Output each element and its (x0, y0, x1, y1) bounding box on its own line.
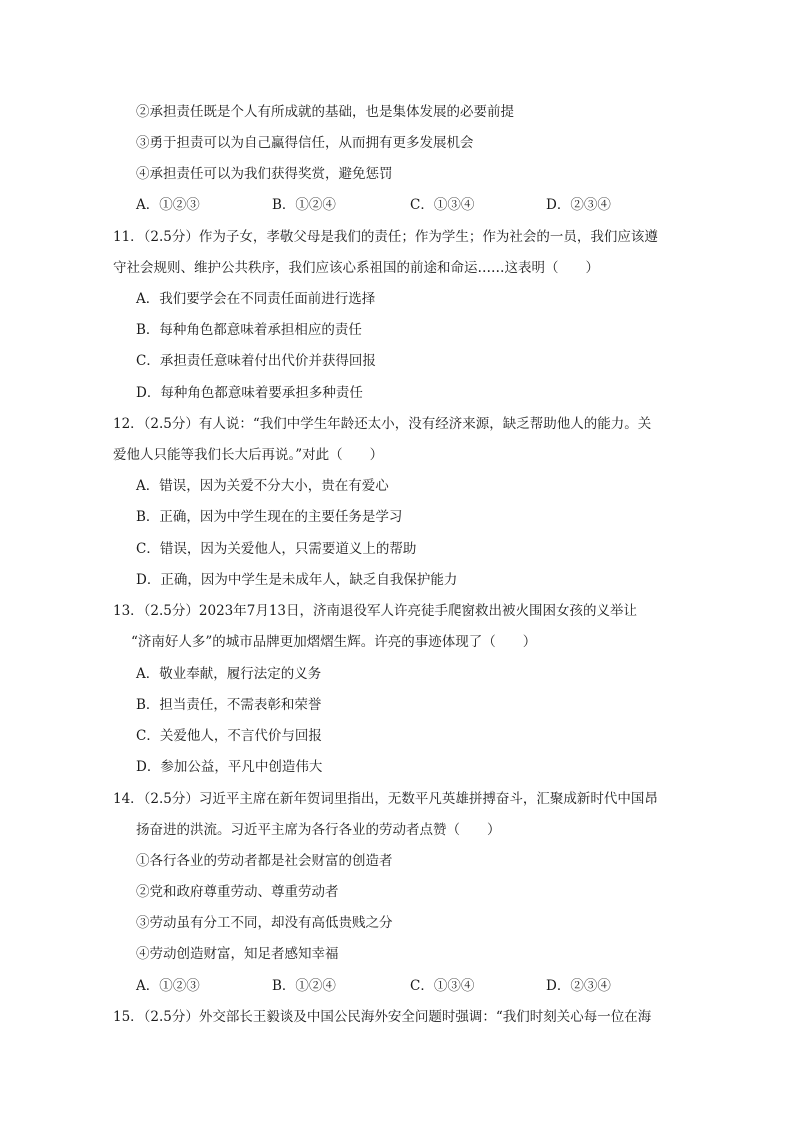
q12-option-c: C．错误，因为关爱他人，只需要道义上的帮助 (136, 541, 417, 557)
q14-option-c: C．①③④ (410, 978, 475, 994)
q11-option-b: B．每种角色都意味着承担相应的责任 (136, 322, 362, 338)
q13-option-b: B．担当责任，不需表彰和荣誉 (136, 697, 322, 713)
q14-stem-line-1: 14．（2.5分）习近平主席在新年贺词里指出，无数平凡英雄拼搏奋斗，汇聚成新时代中国昂 (113, 791, 658, 807)
q13-option-c: C．关爱他人，不言代价与回报 (136, 728, 322, 744)
q12-option-b: B．正确，因为中学生现在的主要任务是学习 (136, 509, 403, 525)
q10-item-4: ④承担责任可以为我们获得奖赏，避免惩罚 (136, 166, 393, 182)
q13-option-d: D．参加公益，平凡中创造伟大 (136, 759, 323, 775)
q10-option-c: C．①③④ (410, 197, 475, 213)
q13-stem-line-1: 13．（2.5分）2023年7月13日，济南退役军人许亮徒手爬窗救出被火围困女孩的义举让 (113, 603, 638, 619)
q12-stem-line-2: 爱他人只能等我们长大后再说。”对此（ ） (113, 447, 384, 463)
q11-option-c: C．承担责任意味着付出代价并获得回报 (136, 353, 376, 369)
q14-option-a: A．①②③ (136, 978, 200, 994)
q11-stem-line-2: 守社会规则、维护公共秩序，我们应该心系祖国的前途和命运……这表明（ ） (113, 260, 599, 276)
q10-option-b: B．①②④ (272, 197, 336, 213)
q14-option-d: D．②③④ (546, 978, 611, 994)
q13-option-a: A．敬业奉献，履行法定的义务 (136, 666, 322, 682)
q11-stem-line-1: 11．（2.5分）作为子女，孝敬父母是我们的责任；作为学生；作为社会的一员，我们应该遵 (113, 229, 658, 245)
q10-item-2: ②承担责任既是个人有所成就的基础，也是集体发展的必要前提 (136, 104, 514, 120)
q10-option-d: D．②③④ (546, 197, 611, 213)
q14-item-1: ①各行各业的劳动者都是社会财富的创造者 (136, 853, 393, 869)
q14-item-3: ③劳动虽有分工不同，却没有高低贵贱之分 (136, 915, 393, 931)
q10-option-a: A．①②③ (136, 197, 200, 213)
q11-option-d: D．每种角色都意味着要承担多种责任 (136, 385, 363, 401)
q14-stem-line-2: 扬奋进的洪流。习近平主席为各行各业的劳动者点赞（ ） (136, 822, 501, 838)
q14-item-4: ④劳动创造财富，知足者感知幸福 (136, 946, 339, 962)
q14-item-2: ②党和政府尊重劳动、尊重劳动者 (136, 884, 339, 900)
q10-item-3: ③勇于担责可以为自己赢得信任，从而拥有更多发展机会 (136, 135, 474, 151)
q12-option-a: A．错误，因为关爱不分大小，贵在有爱心 (136, 478, 389, 494)
q14-option-b: B．①②④ (272, 978, 336, 994)
q12-stem-line-1: 12．（2.5分）有人说：“我们中学生年龄还太小，没有经济来源，缺乏帮助他人的能力。关 (113, 416, 652, 432)
q15-stem-line-1: 15．（2.5分）外交部长王毅谈及中国公民海外安全问题时强调：“我们时刻关心每一位在海 (113, 1009, 652, 1025)
q11-option-a: A．我们要学会在不同责任面前进行选择 (136, 291, 376, 307)
q12-option-d: D．正确，因为中学生是未成年人，缺乏自我保护能力 (136, 572, 458, 588)
q13-stem-line-2: “济南好人多”的城市品牌更加熠熠生辉。许亮的事迹体现了（ ） (131, 634, 537, 650)
